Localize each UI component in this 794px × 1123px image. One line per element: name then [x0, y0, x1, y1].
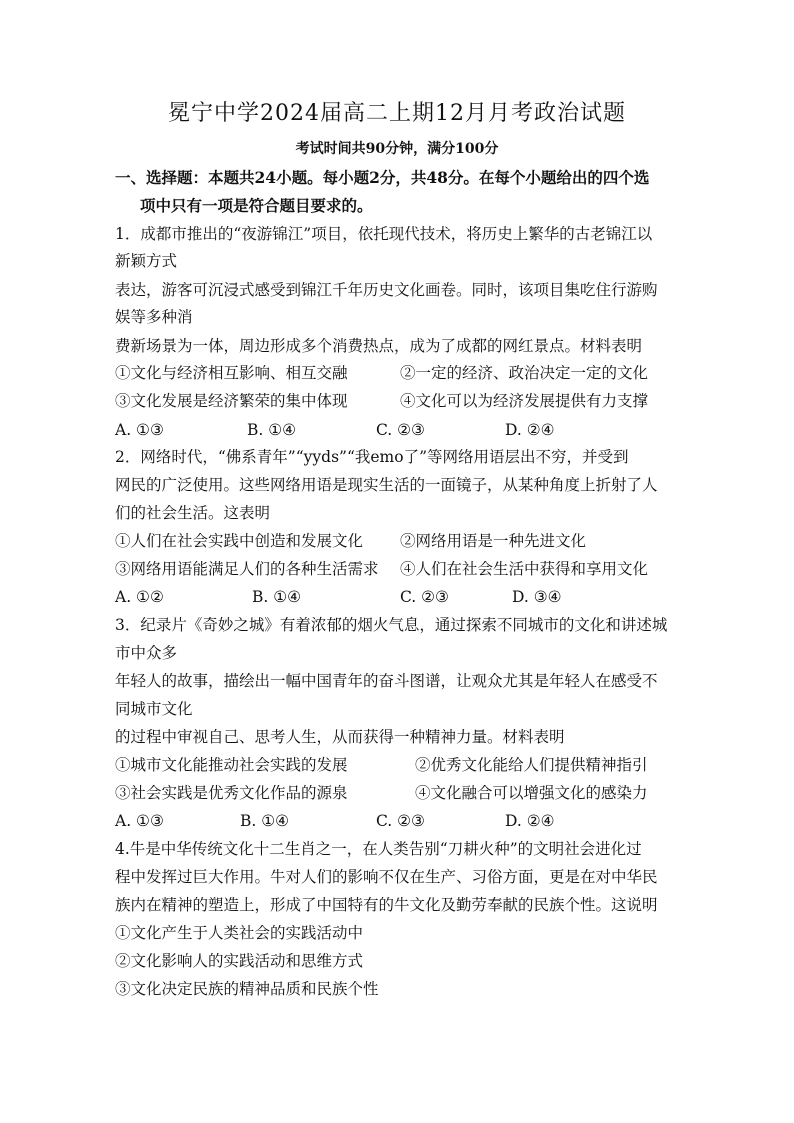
question-3-option-a: A. ①③ [115, 812, 164, 830]
question-3-option-c: C. ②③ [376, 812, 425, 830]
question-1-item: ④文化可以为经济发展提供有力支撑 [400, 392, 649, 410]
question-3-item: ①城市文化能推动社会实践的发展 [115, 756, 348, 774]
question-4-stem: 程中发挥过巨大作用。牛对人们的影响不仅在生产、习俗方面，更是在对中华民 [115, 868, 658, 886]
section-heading-cont: 项中只有一项是符合题目要求的。 [140, 196, 373, 215]
question-1-option-b: B. ①④ [247, 421, 297, 439]
question-1-stem: 1．成都市推出的“夜游锦江”项目，依托现代技术，将历史上繁华的古老锦江以 [115, 225, 653, 243]
question-4-item: ③文化决定民族的精神品质和民族个性 [115, 980, 379, 998]
question-2-option-d: D. ③④ [512, 588, 562, 606]
question-2-item: ②网络用语是一种先进文化 [400, 532, 587, 550]
question-1-stem: 表达，游客可沉浸式感受到锦江千年历史文化画卷。同时，该项目集吃住行游购 [115, 281, 658, 299]
question-3-stem: 市中众多 [115, 644, 178, 662]
question-1-option-d: D. ②④ [505, 421, 555, 439]
question-3-option-d: D. ②④ [505, 812, 555, 830]
question-3-option-b: B. ①④ [240, 812, 290, 830]
question-2-option-a: A. ①② [115, 588, 164, 606]
question-2-stem: 网民的广泛使用。这些网络用语是现实生活的一面镜子，从某种角度上折射了人 [115, 476, 658, 494]
question-1-stem: 娱等多种消 [115, 308, 193, 326]
question-4-item: ①文化产生于人类社会的实践活动中 [115, 924, 364, 942]
question-3-stem: 的过程中审视自己、思考人生，从而获得一种精神力量。材料表明 [115, 728, 565, 746]
question-2-item: ③网络用语能满足人们的各种生活需求 [115, 560, 379, 578]
question-1-option-a: A. ①③ [115, 421, 164, 439]
question-3-stem: 3．纪录片《奇妙之城》有着浓郁的烟火气息，通过探索不同城市的文化和讲述城 [115, 616, 668, 634]
question-2-option-c: C. ②③ [400, 588, 449, 606]
question-1-stem: 新颖方式 [115, 252, 178, 270]
question-2-option-b: B. ①④ [252, 588, 302, 606]
question-2-stem: 们的社会生活。这表明 [115, 504, 271, 522]
question-3-item: ③社会实践是优秀文化作品的源泉 [115, 784, 348, 802]
question-4-stem: 族内在精神的塑造上，形成了中国特有的牛文化及勤劳奉献的民族个性。这说明 [115, 896, 658, 914]
question-1-item: ①文化与经济相互影响、相互交融 [115, 364, 348, 382]
question-1-option-c: C. ②③ [376, 421, 425, 439]
question-4-item: ②文化影响人的实践活动和思维方式 [115, 952, 364, 970]
exam-title: 冕宁中学2024届高二上期12月月考政治试题 [168, 101, 626, 126]
question-3-stem: 同城市文化 [115, 700, 193, 718]
question-1-item: ③文化发展是经济繁荣的集中体现 [115, 392, 348, 410]
section-heading: 一、选择题：本题共24小题。每小题2分，共48分。在每个小题给出的四个选 [115, 168, 650, 187]
question-1-item: ②一定的经济、政治决定一定的文化 [400, 364, 649, 382]
exam-subtitle: 考试时间共90分钟，满分100分 [295, 141, 499, 157]
question-1-stem: 费新场景为一体，周边形成多个消费热点，成为了成都的网红景点。材料表明 [115, 337, 643, 355]
question-2-item: ①人们在社会实践中创造和发展文化 [115, 532, 364, 550]
question-2-item: ④人们在社会生活中获得和享用文化 [400, 560, 649, 578]
question-3-stem: 年轻人的故事，描绘出一幅中国青年的奋斗图谱，让观众尤其是年轻人在感受不 [115, 672, 658, 690]
question-4-stem: 4.牛是中华传统文化十二生肖之一，在人类告别“刀耕火种”的文明社会进化过 [115, 840, 642, 858]
question-3-item: ②优秀文化能给人们提供精神指引 [415, 756, 648, 774]
question-3-item: ④文化融合可以增强文化的感染力 [415, 784, 648, 802]
question-2-stem: 2．网络时代，“佛系青年”“yyds”“我emo了”等网络用语层出不穷，并受到 [115, 448, 629, 466]
